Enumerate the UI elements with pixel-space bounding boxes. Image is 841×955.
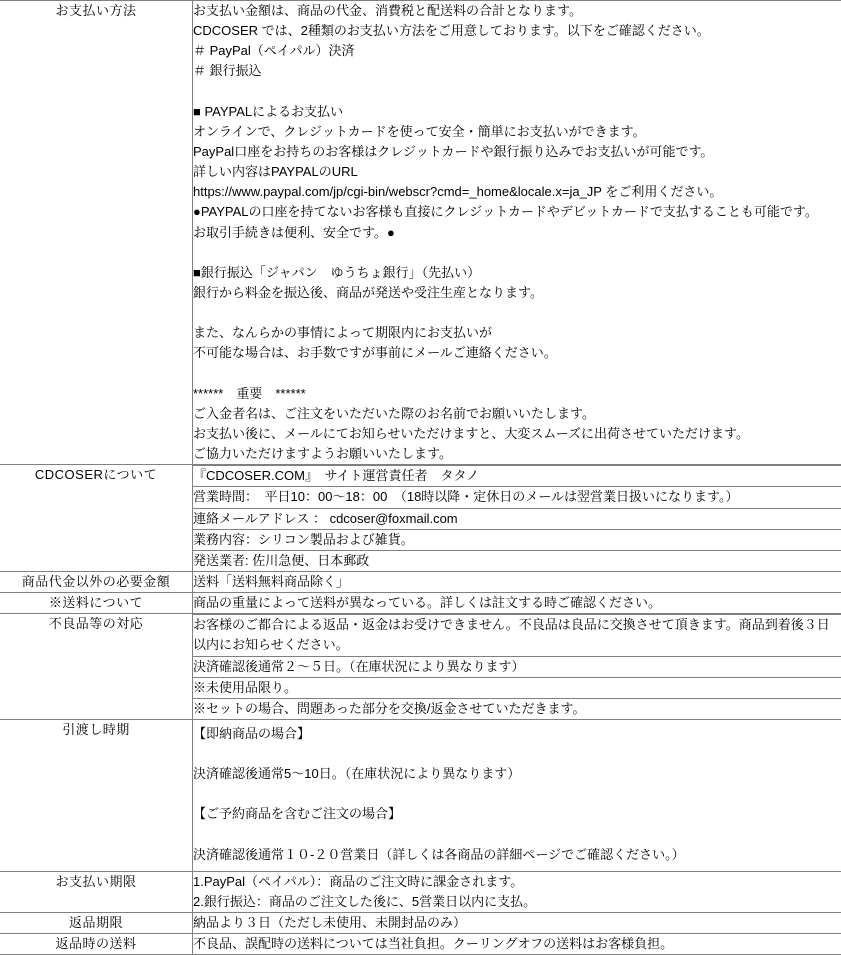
table-row bbox=[0, 1, 841, 465]
table-row bbox=[0, 593, 841, 614]
row-label-return-deadline: 返品期限 bbox=[0, 913, 193, 934]
row-label-defective: 不良品等の対応 bbox=[0, 614, 193, 720]
list-item bbox=[193, 508, 841, 529]
table-row bbox=[0, 934, 841, 955]
text-line: ご協力いただけますようお願いいたします。 bbox=[193, 444, 841, 464]
defective-line: ※未使用品限り。 bbox=[193, 677, 841, 698]
text-line-blank bbox=[193, 364, 841, 384]
list-item bbox=[193, 550, 841, 571]
row-label-payment-method: お支払い方法 bbox=[0, 1, 193, 465]
defective-sub-table bbox=[193, 614, 841, 719]
row-value-shipping-note: 商品の重量によって送料が異なっている。詳しくは註文する時ご確認ください。 bbox=[193, 593, 841, 614]
table-row bbox=[0, 465, 841, 572]
text-line: 決済確認後通常5～10日。（在庫状況により異なります） bbox=[193, 764, 841, 784]
text-line-blank bbox=[193, 243, 841, 263]
text-line: 不可能な場合は、お手数ですが事前にメールご連絡ください。 bbox=[193, 343, 841, 363]
text-line: 決済確認後通常１０-２０営業日（詳しくは各商品の詳細ページでご確認ください。） bbox=[193, 845, 841, 865]
row-value-payment-method bbox=[193, 1, 841, 465]
row-value-defective bbox=[193, 614, 841, 720]
about-email-line: 連絡メールアドレス ： cdcoser@foxmail.com bbox=[193, 508, 841, 529]
row-value-delivery-time bbox=[193, 719, 841, 871]
text-line: お支払い後に、メールにてお知らせいただけますと、大変スムーズに出荷させていただけます。 bbox=[193, 424, 841, 444]
text-line-blank bbox=[193, 784, 841, 804]
text-line: 1.PayPal（ペイパル）：商品のご注文時に課金されます。 bbox=[193, 872, 841, 892]
text-line: CDCOSER では、2種類のお支払い方法をご用意しております。以下をご確認ください。 bbox=[193, 21, 841, 41]
table-row bbox=[0, 871, 841, 912]
about-line: 業務内容：シリコン製品および雑貨。 bbox=[193, 529, 841, 550]
row-label-payment-deadline: お支払い期限 bbox=[0, 871, 193, 912]
about-line: 『CDCOSER.COM』 サイト運営責任者 タタノ bbox=[193, 466, 841, 487]
text-line: お取引手続きは便利、安全です。● bbox=[193, 223, 841, 243]
row-value-about-cdcoser bbox=[193, 465, 841, 572]
text-line: 【即納商品の場合】 bbox=[193, 724, 841, 744]
list-item bbox=[193, 677, 841, 698]
row-label-return-shipping: 返品時の送料 bbox=[0, 934, 193, 955]
list-item bbox=[193, 487, 841, 508]
text-line: PayPal口座をお持ちのお客様はクレジットカードや銀行振り込みでお支払いが可能です。 bbox=[193, 142, 841, 162]
table-row bbox=[0, 913, 841, 934]
row-value-return-shipping: 不良品、誤配時の送料については当社負担。クーリングオフの送料はお客様負担。 bbox=[193, 934, 841, 955]
text-line: お支払い金額は、商品の代金、消費税と配送料の合計となります。 bbox=[193, 1, 841, 21]
row-label-delivery-time: 引渡し時期 bbox=[0, 719, 193, 871]
table-row bbox=[0, 571, 841, 592]
about-line: 営業時間： 平日10：00～18：00 （18時以降・定休日のメールは翌営業日扱いになります。） bbox=[193, 487, 841, 508]
text-line-blank bbox=[193, 744, 841, 764]
text-line: ＃ 銀行振込 bbox=[193, 61, 841, 81]
row-value-return-deadline: 納品より３日（ただし未使用、未開封品のみ） bbox=[193, 913, 841, 934]
text-line: ■ PAYPALによるお支払い bbox=[193, 102, 841, 122]
row-label-extra-amount: 商品代金以外の必要金額 bbox=[0, 571, 193, 592]
defective-line: お客様のご都合による返品・返金はお受けできません。不良品は良品に交換させて頂きます。商品到着後３日以内にお知らせください。 bbox=[193, 615, 841, 656]
text-line-blank bbox=[193, 825, 841, 845]
row-label-about-cdcoser: CDCOSERについて bbox=[0, 465, 193, 572]
table-row bbox=[0, 614, 841, 720]
list-item bbox=[193, 698, 841, 719]
text-line-blank bbox=[193, 82, 841, 102]
text-line: ＃ PayPal（ペイパル）決済 bbox=[193, 41, 841, 61]
list-item bbox=[193, 615, 841, 656]
list-item bbox=[193, 529, 841, 550]
about-line: 発送業者: 佐川急便、日本郵政 bbox=[193, 550, 841, 571]
text-line: ●PAYPALの口座を持てないお客様も直接にクレジットカードやデビットカードで支払することも可能です。 bbox=[193, 202, 841, 222]
paypal-url-line: https://www.paypal.com/jp/cgi-bin/webscr?cmd=_home&locale.x=ja_JP をご利用ください。 bbox=[193, 182, 841, 202]
text-line: オンラインで、クレジットカードを使って安全・簡単にお支払いができます。 bbox=[193, 122, 841, 142]
text-line: 銀行から料金を振込後、商品が発送や受注生産となります。 bbox=[193, 283, 841, 303]
row-label-shipping-note: ※送料について bbox=[0, 593, 193, 614]
row-value-payment-deadline bbox=[193, 871, 841, 912]
defective-line: 決済確認後通常２～５日。（在庫状況により異なります） bbox=[193, 656, 841, 677]
text-line: また、なんらかの事情によって期限内にお支払いが bbox=[193, 323, 841, 343]
list-item bbox=[193, 466, 841, 487]
text-line: 2.銀行振込：商品のご注文した後に、5営業日以内に支払。 bbox=[193, 892, 841, 912]
text-line: ご入金者名は、ご注文をいただいた際のお名前でお願いいたします。 bbox=[193, 404, 841, 424]
text-line: ****** 重要 ****** bbox=[193, 384, 841, 404]
text-line: 【ご予約商品を含むご注文の場合】 bbox=[193, 804, 841, 824]
about-sub-table bbox=[193, 465, 841, 571]
table-row bbox=[0, 719, 841, 871]
list-item bbox=[193, 656, 841, 677]
text-line: ■銀行振込「ジャパン ゆうちょ銀行」（先払い） bbox=[193, 263, 841, 283]
text-line-blank bbox=[193, 303, 841, 323]
text-line: 詳しい内容はPAYPALのURL bbox=[193, 162, 841, 182]
row-value-extra-amount: 送料「送料無料商品除く」 bbox=[193, 571, 841, 592]
defective-line: ※セットの場合、問題あった部分を交換/返金させていただきます。 bbox=[193, 698, 841, 719]
